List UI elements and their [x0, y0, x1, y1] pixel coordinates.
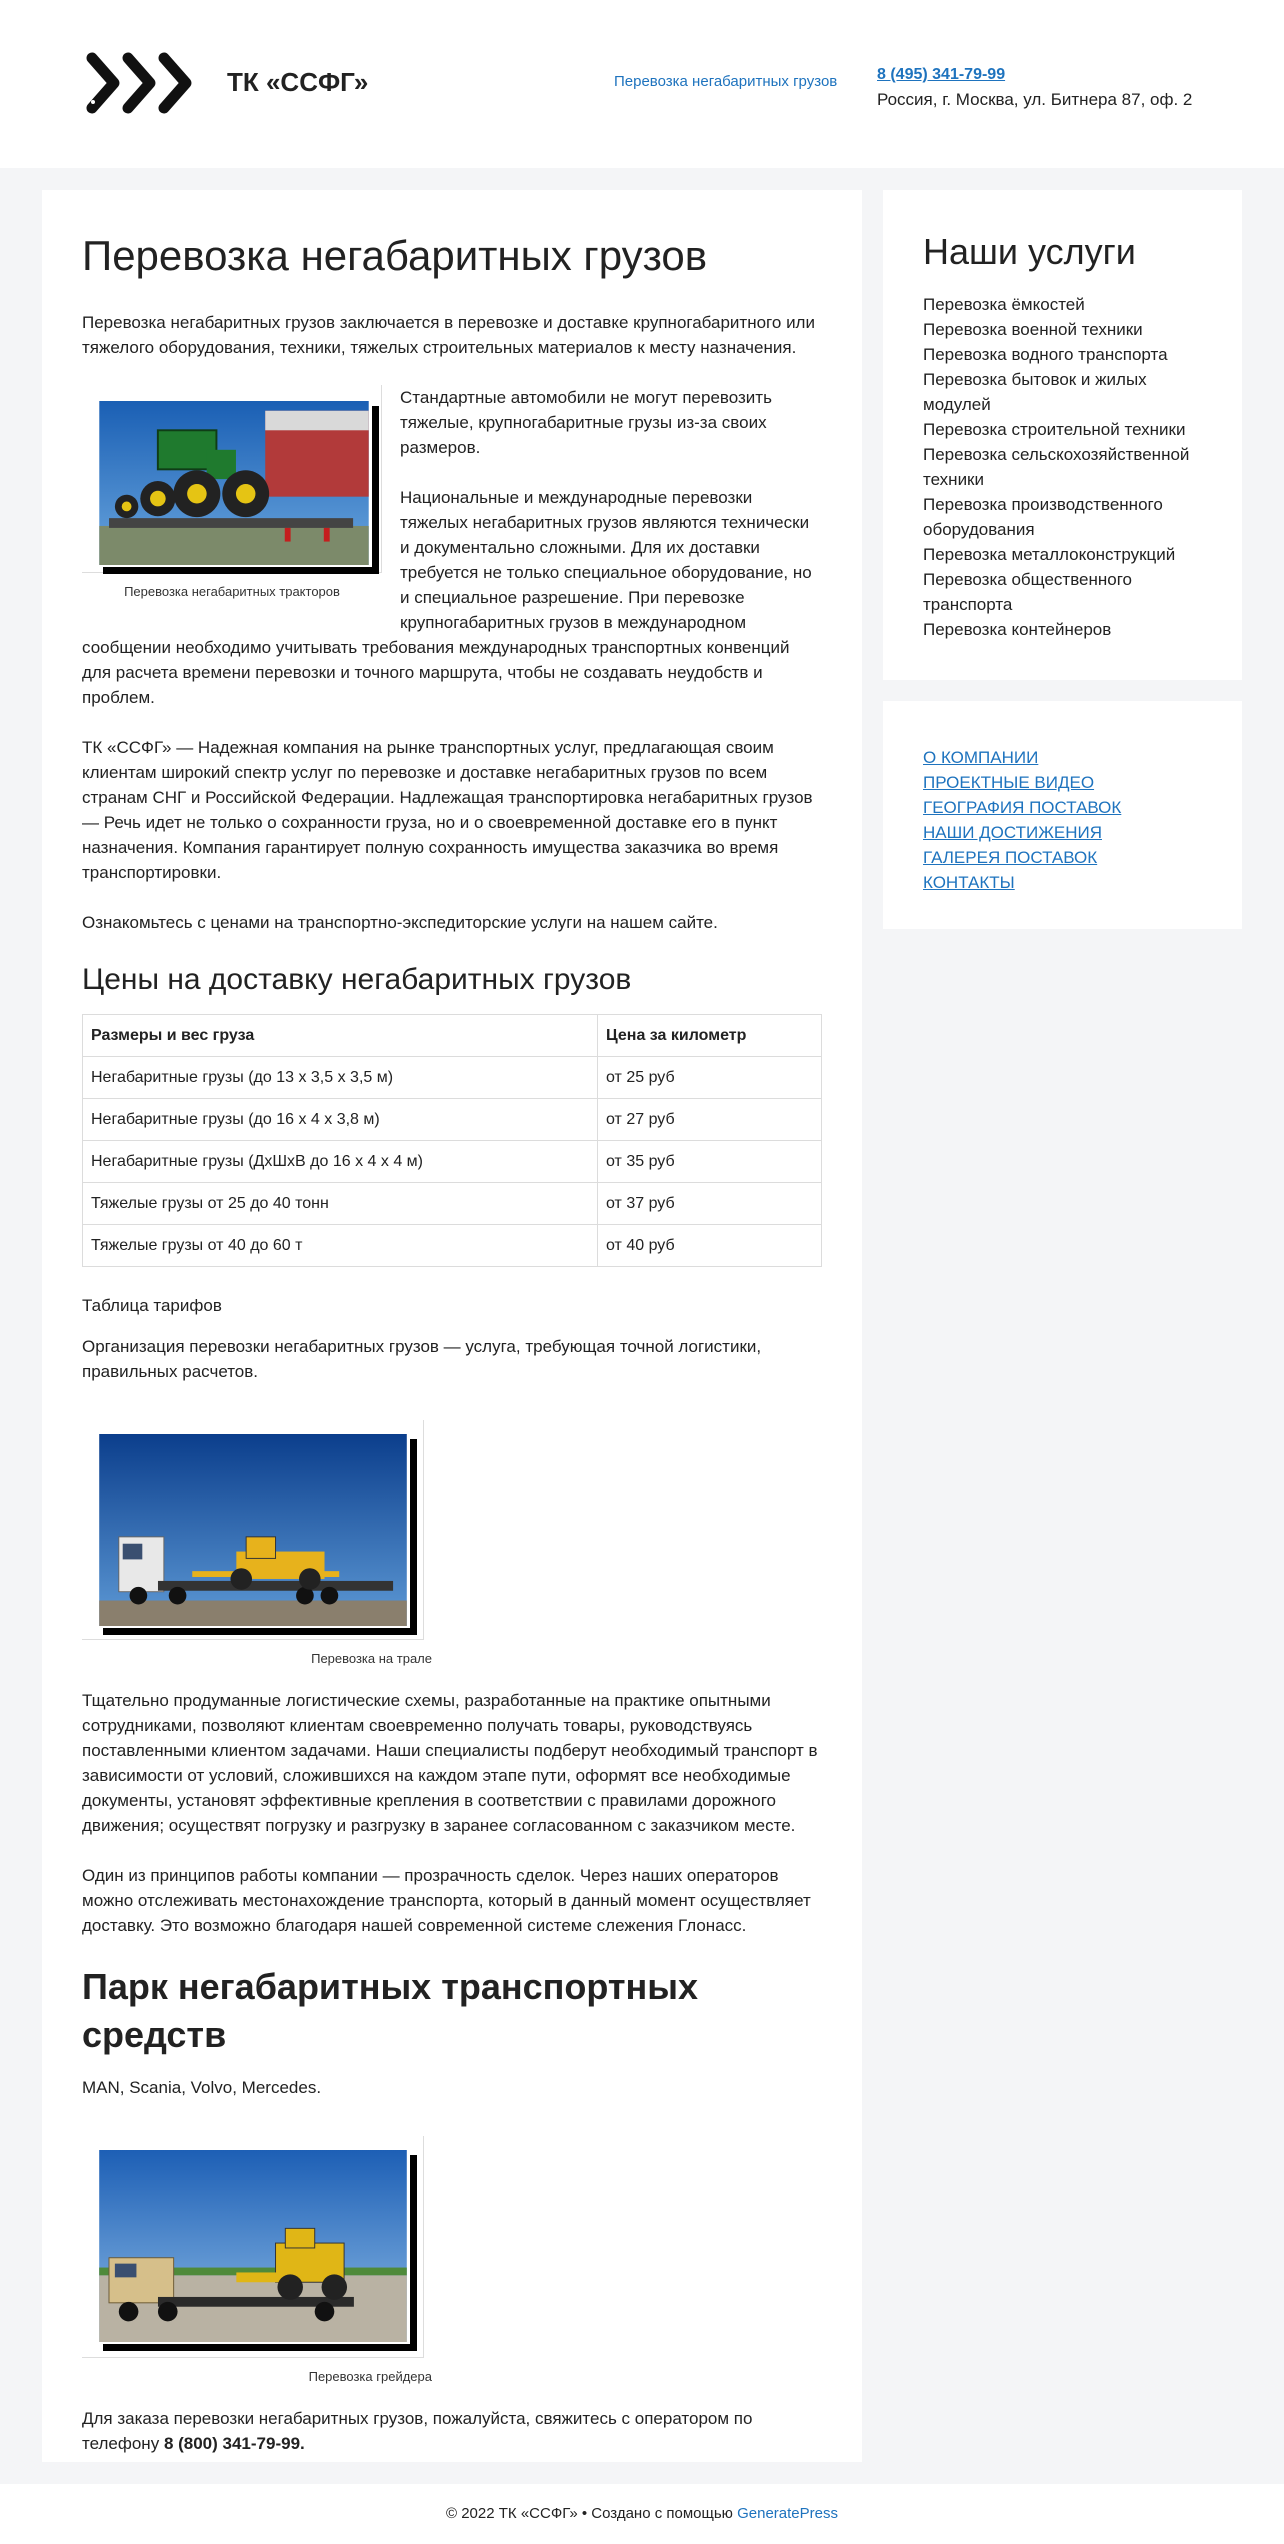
table-header-row	[83, 1015, 822, 1057]
header-contact	[877, 61, 1192, 112]
list-item[interactable]: Перевозка производственного оборудования	[923, 495, 1163, 539]
table-cell: от 35 руб	[598, 1141, 822, 1183]
figure-caption: Перевозка на трале	[311, 1651, 432, 1666]
figure-trawl	[82, 1420, 432, 1668]
table-cell: Негабаритные грузы (ДхШхВ до 16 х 4 х 4 м)	[83, 1141, 598, 1183]
paragraph: Тщательно продуманные логистические схемы, разработанные на практике опытными сотрудниками, позволяют клиентам своевременно получать товары, руководствуясь поставленными клиентом задачами. Наши специалисты подберут необходимый транспорт в зависимости от условий, сложившихся на каждом этапе пути, оформят все необходимые документы, установят эффективные крепления в соответствии с правилами дорожного движения; осуществят погрузку и разгрузку в заранее согласованном с заказчиком месте.	[82, 1691, 818, 1835]
list-item	[923, 870, 1202, 895]
list-item[interactable]: Перевозка военной техники	[923, 320, 1143, 339]
table-row	[83, 1057, 822, 1099]
prices-section-title: Цены на доставку негабаритных грузов	[82, 963, 632, 996]
paragraph: ТК «ССФГ» — Надежная компания на рынке транспортных услуг, предлагающая своим клиентам широкий спектр услуг по перевозке и доставке негабаритных грузов по всем странам СНГ и Российской Федерации. Надлежащая транспортировка негабаритных грузов — Речь идет не только о сохранности груза, но и о своевременной доставке его в пункт назначения. Компания гарантирует полную сохранность имущества заказчика во время транспортировки.	[82, 738, 813, 882]
paragraph: Организация перевозки негабаритных грузов — услуга, требующая точной логистики, правильных расчетов.	[82, 1337, 762, 1381]
header-phone-link[interactable]: 8 (495) 341-79-99	[877, 66, 1006, 83]
list-item[interactable]: Перевозка строительной техники	[923, 420, 1186, 439]
figure-caption: Перевозка негабаритных тракторов	[124, 584, 340, 599]
tariffs-table	[82, 1014, 822, 1267]
figure-grader	[82, 2136, 432, 2386]
table-cell: от 27 руб	[598, 1099, 822, 1141]
paragraph: Ознакомьтесь с ценами на транспортно-экспедиторские услуги на нашем сайте.	[82, 913, 718, 932]
table-cell: Негабаритные грузы (до 16 х 4 х 3,8 м)	[83, 1099, 598, 1141]
sidebar-company-links-widget	[883, 701, 1242, 929]
link-delivery-geography[interactable]: ГЕОГРАФИЯ ПОСТАВОК	[923, 798, 1122, 817]
column-header: Размеры и вес груза	[83, 1015, 598, 1057]
table-cell: от 40 руб	[598, 1225, 822, 1267]
intro-paragraph: Перевозка негабаритных грузов заключается в перевозке и доставке крупногабаритного или тяжелого оборудования, техники, тяжелых строительных материалов к месту назначения.	[82, 313, 815, 357]
footer-copyright: © 2022 ТК «ССФГ» • Создано с помощью	[446, 2505, 733, 2522]
link-about-company[interactable]: О КОМПАНИИ	[923, 748, 1039, 767]
list-item	[923, 745, 1202, 770]
link-achievements[interactable]: НАШИ ДОСТИЖЕНИЯ	[923, 823, 1102, 842]
main-article-card	[42, 190, 862, 2462]
services-widget-title: Наши услуги	[923, 231, 1136, 272]
header-address: Россия, г. Москва, ул. Битнера 87, оф. 2	[877, 90, 1193, 109]
table-cell: Негабаритные грузы (до 13 х 3,5 х 3,5 м)	[83, 1057, 598, 1099]
figure-frame	[82, 385, 382, 573]
link-project-videos[interactable]: ПРОЕКТНЫЕ ВИДЕО	[923, 773, 1095, 792]
order-paragraph	[82, 2406, 822, 2456]
table-cell: Тяжелые грузы от 40 до 60 т	[83, 1225, 598, 1267]
paragraph: Один из принципов работы компании — прозрачность сделок. Через наших операторов можно отслеживать местонахождение транспорта, который в данный момент осуществляет доставку. Это возможно благодаря нашей современной системе слежения Глонасс.	[82, 1866, 811, 1935]
list-item[interactable]: Перевозка ёмкостей	[923, 295, 1085, 314]
company-links-list	[923, 741, 1202, 895]
table-row	[83, 1225, 822, 1267]
paragraph: Национальные и международные перевозки тяжелых негабаритных грузов являются технически и документально сложными. Для их доставки требуется не только специальное оборудование, но и специальное разрешение. При перевозке крупногабаритных грузов в международном сообщении необходимо учитывать требования международных транспортных конвенций для расчета времени перевозки и точного маршрута, чтобы не создавать неудобств и проблем.	[82, 488, 812, 707]
link-delivery-gallery[interactable]: ГАЛЕРЕЯ ПОСТАВОК	[923, 848, 1098, 867]
site-header	[0, 0, 1284, 168]
table-row	[83, 1183, 822, 1225]
site-title[interactable]: ТК «ССФГ»	[227, 67, 369, 97]
table-cell: от 37 руб	[598, 1183, 822, 1225]
table-caption: Таблица тарифов	[82, 1296, 222, 1315]
list-item[interactable]: Перевозка контейнеров	[923, 620, 1112, 639]
page-title: Перевозка негабаритных грузов	[82, 232, 708, 279]
list-item[interactable]: Перевозка бытовок и жилых модулей	[923, 370, 1147, 414]
footer-credit-link[interactable]: GeneratePress	[737, 2505, 838, 2522]
figure-frame	[82, 1420, 424, 1640]
sidebar-services-widget	[883, 190, 1242, 680]
figure-caption: Перевозка грейдера	[308, 2369, 432, 2384]
order-text: Для заказа перевозки негабаритных грузов, пожалуйста, свяжитесь с оператором по телефону	[82, 2409, 753, 2453]
list-item[interactable]: Перевозка общественного транспорта	[923, 570, 1133, 614]
table-row	[83, 1099, 822, 1141]
figure-frame	[82, 2136, 424, 2358]
figure-tractors	[82, 385, 382, 601]
list-item[interactable]: Перевозка металлоконструкций	[923, 545, 1176, 564]
article-content	[82, 230, 822, 2481]
services-list	[923, 292, 1202, 642]
table-row	[83, 1141, 822, 1183]
fleet-section-title: Парк негабаритных транспортных средств	[82, 1966, 699, 2055]
grader-truck-photo[interactable]	[96, 2148, 410, 2344]
link-contacts[interactable]: КОНТАКТЫ	[923, 873, 1015, 892]
trawl-truck-photo[interactable]	[96, 1432, 410, 1628]
nav-link-oversized-cargo[interactable]: Перевозка негабаритных грузов	[614, 73, 838, 90]
list-item[interactable]: Перевозка водного транспорта	[923, 345, 1168, 364]
table-cell: Тяжелые грузы от 25 до 40 тонн	[83, 1183, 598, 1225]
list-item[interactable]: Перевозка сельскохозяйственной техники	[923, 445, 1190, 489]
order-phone: 8 (800) 341-79-99.	[163, 2434, 305, 2453]
fleet-brands: MAN, Scania, Volvo, Mercedes.	[82, 2078, 322, 2097]
column-header: Цена за километр	[598, 1015, 822, 1057]
list-item	[923, 820, 1202, 845]
list-item	[923, 770, 1202, 795]
tractors-photo[interactable]	[96, 399, 372, 567]
table-cell: от 25 руб	[598, 1057, 822, 1099]
paragraph: Стандартные автомобили не могут перевозить тяжелые, крупногабаритные грузы из-за своих размеров.	[400, 388, 772, 457]
list-item	[923, 845, 1202, 870]
site-footer	[0, 2484, 1284, 2544]
logo-chevrons-icon[interactable]	[84, 50, 204, 116]
list-item	[923, 795, 1202, 820]
